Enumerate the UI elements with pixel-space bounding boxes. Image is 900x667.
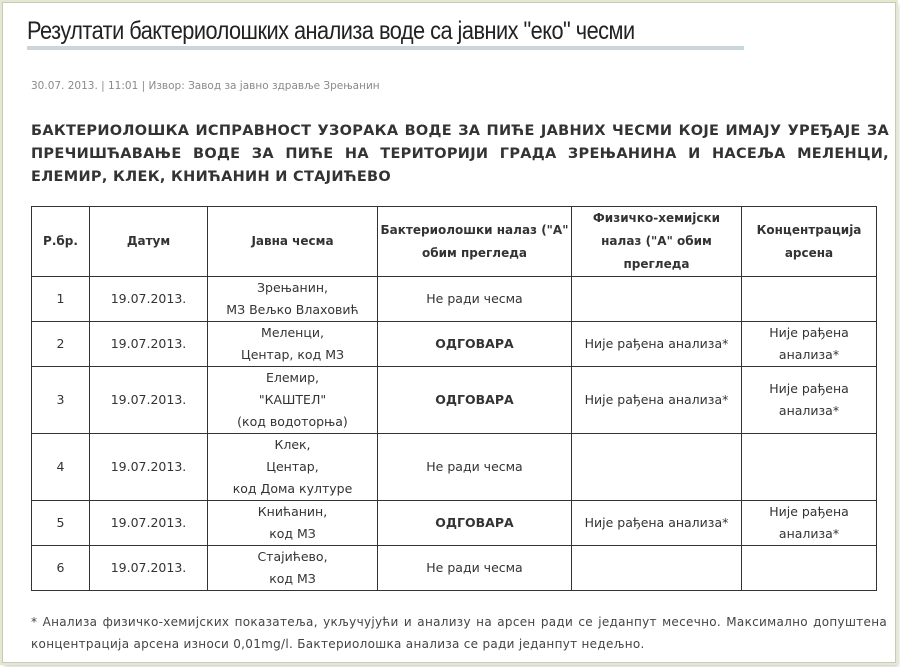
row-bacteriological: Не ради чесма [378,546,572,591]
row-arsenic [742,322,877,367]
row-date: 19.07.2013. [90,367,208,434]
article-meta: 30.07. 2013. | 11:01 | Извор: Завод за јавно здравље Зрењанин [31,80,380,92]
header-arsenic: Концентрација арсена [742,207,877,277]
row-arsenic-line: Није рађена [769,325,849,340]
header-physicochemical: Физичко-хемијски налаз ("А" обим прегледа [572,207,742,277]
row-fountain-line: Стајићево, [257,549,328,564]
row-arsenic-line: Није рађена [769,381,849,396]
row-fountain [208,501,378,546]
row-fountain-line: Центар, [266,459,319,474]
row-fountain-line: код МЗ [269,526,316,541]
row-number: 6 [32,546,90,591]
header-number: Р.бр. [32,207,90,277]
row-arsenic [742,546,877,591]
row-fountain [208,546,378,591]
header-bacteriological: Бактериолошки налаз ("А" обим прегледа [378,207,572,277]
row-fountain [208,277,378,322]
row-fountain-line: МЗ Вељко Влаховић [226,302,359,317]
table-row [32,546,877,591]
row-fountain-line: Зрењанин, [257,280,328,295]
row-arsenic-line: Није рађена [769,504,849,519]
table-row [32,322,877,367]
row-arsenic-line: анализа* [778,347,840,362]
row-arsenic [742,277,877,322]
results-table [31,206,877,591]
row-fountain-line: (код водоторња) [237,414,348,429]
article-title: Резултати бактериолошких анализа воде са јавних "еко" чесми [27,17,635,45]
row-arsenic [742,501,877,546]
row-number: 5 [32,501,90,546]
row-bacteriological: Не ради чесма [378,434,572,501]
row-fountain-line: Книћанин, [257,504,328,519]
row-bacteriological: Не ради чесма [378,277,572,322]
row-bacteriological: ОДГОВАРА [378,501,572,546]
row-physicochemical: Није рађена анализа* [572,501,742,546]
row-number: 1 [32,277,90,322]
header-fountain: Јавна чесма [208,207,378,277]
row-date: 19.07.2013. [90,434,208,501]
row-physicochemical [572,277,742,322]
row-fountain-line: "КАШТЕЛ" [258,392,327,407]
table-row [32,277,877,322]
row-fountain-line: Елемир, [265,370,320,385]
footnote: * Анализа физичко-хемијских показатеља, укључујући и анализу на арсен ради се једанпут месечно. Максимално допуштена концентрација арсена износи 0,01mg/l. Бактериолошка анализа се ради једанпут недељно. [31,615,887,651]
row-fountain [208,322,378,367]
row-date: 19.07.2013. [90,277,208,322]
row-number: 4 [32,434,90,501]
row-fountain-line: код МЗ [269,571,316,586]
row-number: 2 [32,322,90,367]
row-fountain [208,367,378,434]
section-heading: БАКТЕРИОЛОШКА ИСПРАВНОСТ УЗОРАКА ВОДЕ ЗА ПИЋЕ ЈАВНИХ ЧЕСМИ КОЈЕ ИМАЈУ УРЕЂАЈЕ ЗА ПРЕЧИШЋАВАЊЕ ВОДЕ ЗА ПИЋЕ НА ТЕРИТОРИЈИ ГРАДА ЗРЕЊАНИНА И НАСЕЉА МЕЛЕНЦИ, ЕЛЕМИР, КЛЕК, КНИЋАНИН И СТАЈИЋЕВО [31,123,889,185]
row-physicochemical [572,546,742,591]
row-fountain-line: Клек, [274,437,311,452]
row-date: 19.07.2013. [90,322,208,367]
table-header-row [32,207,877,277]
page-frame [2,2,896,663]
row-arsenic-line: анализа* [778,403,840,418]
row-fountain [208,434,378,501]
row-arsenic [742,434,877,501]
table-row [32,501,877,546]
row-arsenic [742,367,877,434]
row-fountain-line: Меленци, [261,325,324,340]
title-underline [27,46,744,50]
row-number: 3 [32,367,90,434]
row-physicochemical [572,434,742,501]
table-row [32,434,877,501]
row-fountain-line: Центар, код МЗ [240,347,344,362]
row-physicochemical: Није рађена анализа* [572,322,742,367]
row-physicochemical: Није рађена анализа* [572,367,742,434]
header-date: Датум [90,207,208,277]
row-bacteriological: ОДГОВАРА [378,322,572,367]
table-row [32,367,877,434]
row-date: 19.07.2013. [90,501,208,546]
row-date: 19.07.2013. [90,546,208,591]
row-bacteriological: ОДГОВАРА [378,367,572,434]
row-fountain-line: код Дома културе [232,481,353,496]
row-arsenic-line: анализа* [778,526,840,541]
